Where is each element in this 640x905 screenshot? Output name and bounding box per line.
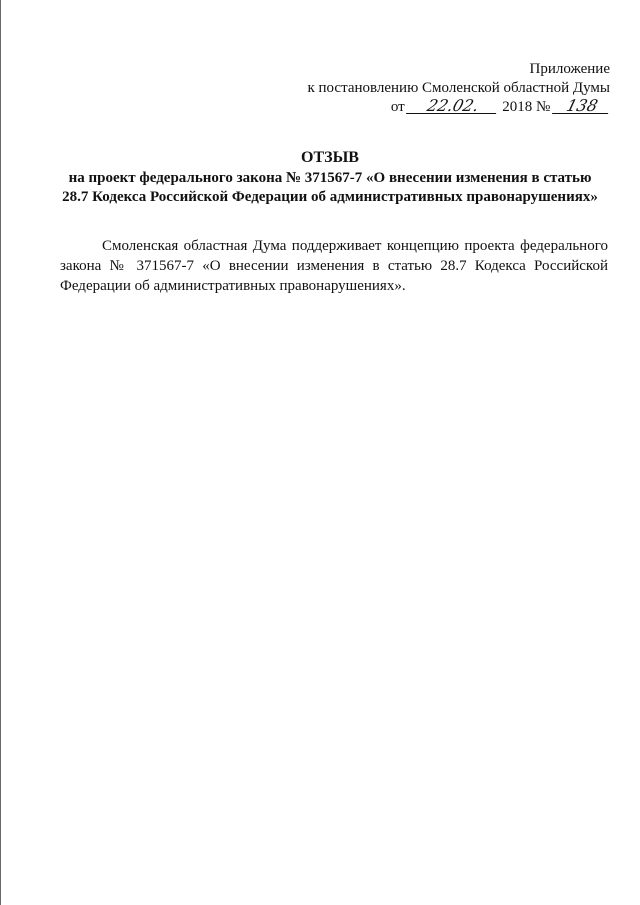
scan-edge-line (0, 0, 1, 905)
appendix-title: Приложение (529, 61, 610, 77)
document-body-paragraph: Смоленская областная Дума поддерживает концепцию проекта федерального закона № 371567-7 «О внесении изменения в статью 28.7 Кодекса Российской Федерации об административных правонарушениях». (60, 238, 608, 294)
document-title-block (60, 148, 600, 207)
handwritten-date: 22.02. (406, 98, 500, 114)
date-prefix: от (390, 99, 405, 115)
document-subtitle: на проект федерального закона № 371567-7 «О внесении изменения в статью 28.7 Кодекса Российской Федерации об административных правонарушениях» (62, 170, 598, 205)
appendix-resolution-reference: к постановлению Смоленской областной Думы (307, 80, 610, 96)
year-and-number-label: 2018 № (502, 99, 551, 115)
appendix-header (307, 60, 610, 117)
appendix-date-line (307, 98, 610, 117)
handwritten-number: 138 (552, 98, 612, 114)
document-title: ОТЗЫВ (301, 149, 359, 166)
